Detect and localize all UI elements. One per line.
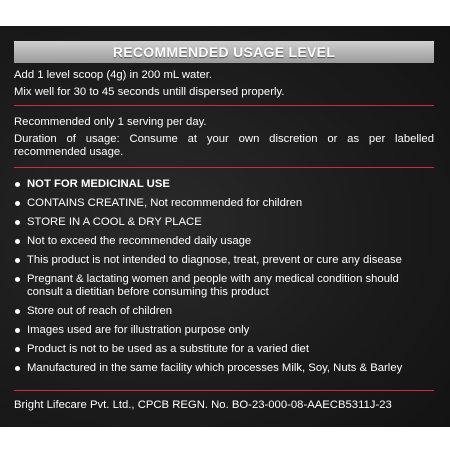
usage-instruction-2: Mix well for 30 to 45 seconds untill dispersed properly. (14, 86, 285, 98)
bullet-icon (15, 366, 20, 371)
bullet-icon (15, 258, 20, 263)
list-item (14, 235, 434, 248)
bullet-icon (15, 201, 20, 206)
divider-3 (14, 390, 434, 391)
duration-of-usage: Duration of usage: Consume at your own discretion or as per labelled recommended usage. (14, 133, 434, 158)
list-item-text: CONTAINS CREATINE, Not recommended for children (27, 197, 303, 209)
list-item (14, 216, 434, 229)
divider-1 (14, 105, 434, 106)
list-item-text: Product is not to be used as a substitute for a varied diet (27, 343, 309, 355)
manufacturer-info: Bright Lifecare Pvt. Ltd., CPCB REGN. No. BO-23-000-08-AAECB5311J-23 (14, 399, 392, 411)
bullet-icon (15, 328, 20, 333)
list-item (14, 254, 434, 267)
list-item-text: STORE IN A COOL & DRY PLACE (27, 216, 202, 228)
bullet-icon (15, 309, 20, 314)
section-title: RECOMMENDED USAGE LEVEL (14, 41, 434, 63)
list-item (14, 343, 434, 356)
bullet-icon (15, 347, 20, 352)
bullet-icon (15, 182, 20, 187)
list-item-text: NOT FOR MEDICINAL USE (27, 178, 170, 190)
serving-recommendation: Recommended only 1 serving per day. (14, 116, 207, 128)
list-item (14, 362, 434, 375)
list-item-text: Manufactured in the same facility which processes Milk, Soy, Nuts & Barley (27, 362, 403, 374)
usage-instruction-1: Add 1 level scoop (4g) in 200 mL water. (14, 69, 213, 81)
list-item (14, 197, 434, 210)
list-item-text: Store out of reach of children (27, 305, 173, 317)
list-item-text: This product is not intended to diagnose, treat, prevent or cure any disease (27, 254, 402, 266)
divider-2 (14, 167, 434, 168)
list-item-text: Pregnant & lactating women and people with any medical condition should consult a dietitian before consuming this product (27, 273, 399, 298)
warnings-list (14, 178, 434, 381)
bullet-icon (15, 277, 20, 282)
list-item (14, 305, 434, 318)
list-item (14, 324, 434, 337)
usage-panel (0, 26, 450, 427)
list-item (14, 178, 434, 191)
list-item-text: Not to exceed the recommended daily usage (27, 235, 252, 247)
list-item-text: Images used are for illustration purpose only (27, 324, 250, 336)
bullet-icon (15, 220, 20, 225)
list-item (14, 273, 434, 299)
bullet-icon (15, 239, 20, 244)
